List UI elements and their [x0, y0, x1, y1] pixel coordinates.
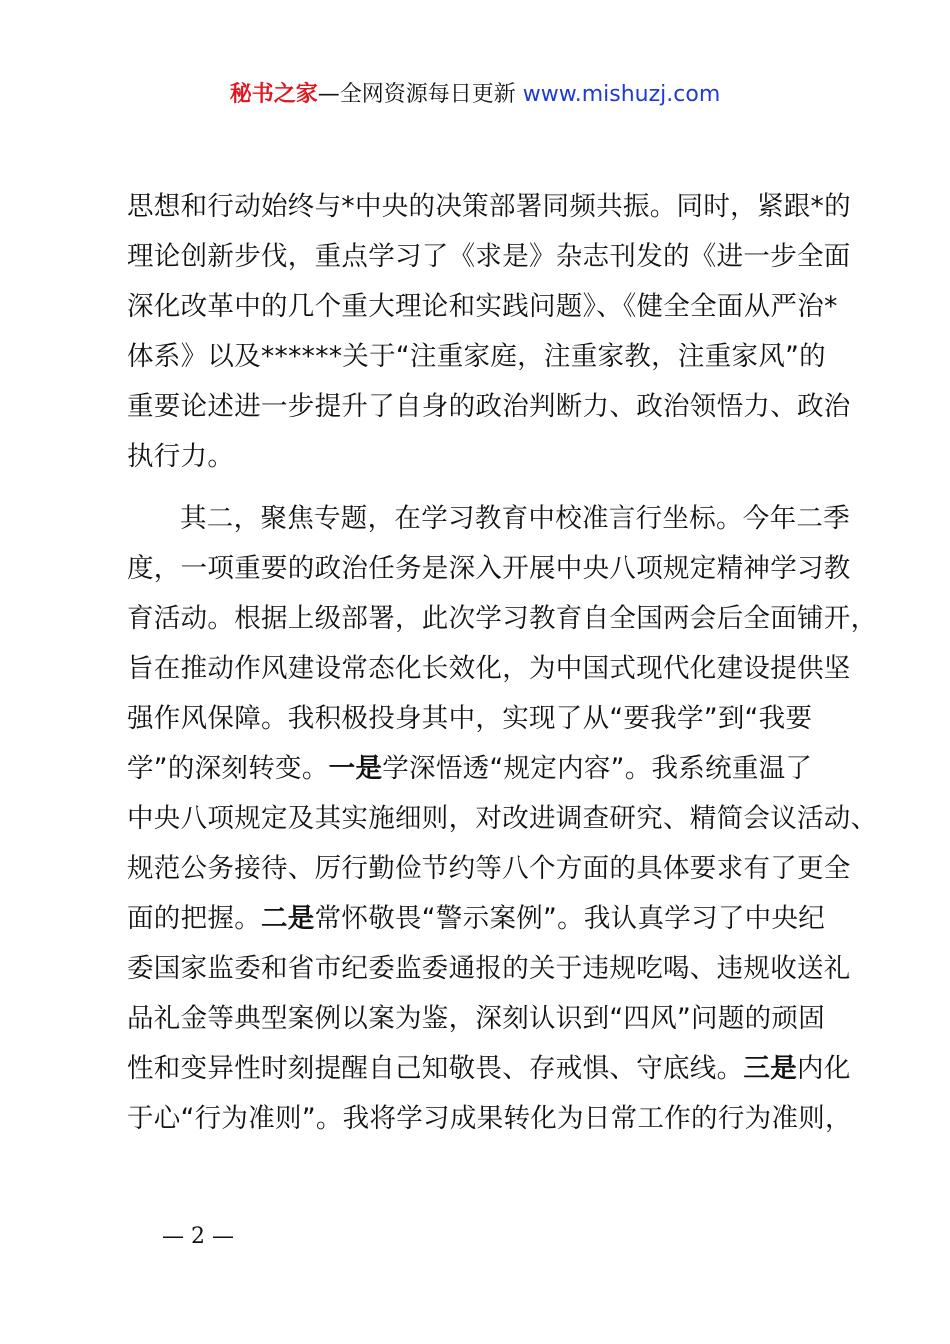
text-line: 深化改革中的几个重大理论和实践问题》、《健全全面从严治*: [127, 291, 838, 322]
text-segment: 学”的深刻转变。: [127, 753, 329, 784]
paragraph-1: [127, 182, 857, 482]
text-line: 旨在推动作风建设常态化长效化，为中国式现代化建设提供坚: [127, 653, 851, 684]
text-segment: 面的把握。: [127, 903, 261, 934]
page-number: — 2 —: [162, 1224, 234, 1249]
text-segment: 常怀敬畏“警示案例”。我认真学习了中央纪: [314, 903, 826, 934]
text-line: 委国家监委和省市纪委监委通报的关于违规吃喝、违规收送礼: [127, 953, 851, 984]
text-line: 思想和行动始终与*中央的决策部署同频共振。同时，紧跟*的: [127, 191, 851, 222]
text-line: 其二，聚焦专题，在学习教育中校准言行坐标。今年二季: [180, 503, 850, 534]
text-line: 规范公务接待、厉行勤俭节约等八个方面的具体要求有了更全: [127, 853, 851, 884]
site-header: [0, 78, 950, 112]
text-line: [127, 1044, 857, 1094]
header-tagline: —全网资源每日更新: [317, 82, 523, 107]
point-two-label: 二是: [261, 903, 315, 934]
text-line: 理论创新步伐，重点学习了《求是》杂志刊发的《进一步全面: [127, 241, 851, 272]
point-three-label: 三是: [743, 1053, 798, 1084]
text-line: [127, 744, 857, 794]
text-line: 中央八项规定及其实施细则，对改进调查研究、精简会议活动、: [127, 803, 878, 834]
text-segment: 学深悟透“规定内容”。我系统重温了: [382, 753, 813, 784]
document-body: [127, 182, 878, 1144]
text-line: 品礼金等典型案例以案为鉴，深刻认识到“四风”问题的顽固: [127, 1003, 826, 1034]
point-one-label: 一是: [328, 753, 383, 784]
text-line: 度，一项重要的政治任务是深入开展中央八项规定精神学习教: [127, 553, 851, 584]
text-line: 体系》以及******关于“注重家庭，注重家教，注重家风”的: [127, 341, 826, 372]
text-segment: 性和变异性时刻提醒自己知敬畏、存戒惧、守底线。: [127, 1053, 744, 1084]
text-line: 强作风保障。我积极投身其中，实现了从“要我学”到“我要: [127, 703, 813, 734]
paragraph-2: [127, 494, 878, 1144]
text-line: 育活动。根据上级部署，此次学习教育自全国两会后全面铺开，: [127, 603, 878, 634]
text-line: 执行力。: [127, 441, 235, 472]
text-line: [127, 894, 857, 944]
text-line: 于心“行为准则”。我将学习成果转化为日常工作的行为准则，: [127, 1103, 852, 1134]
text-segment: 内化: [797, 1053, 851, 1084]
brand-name: 秘书之家: [229, 82, 318, 107]
text-line: 重要论述进一步提升了自身的政治判断力、政治领悟力、政治: [127, 391, 851, 422]
site-url-link[interactable]: www.mishuzj.com: [522, 82, 721, 107]
